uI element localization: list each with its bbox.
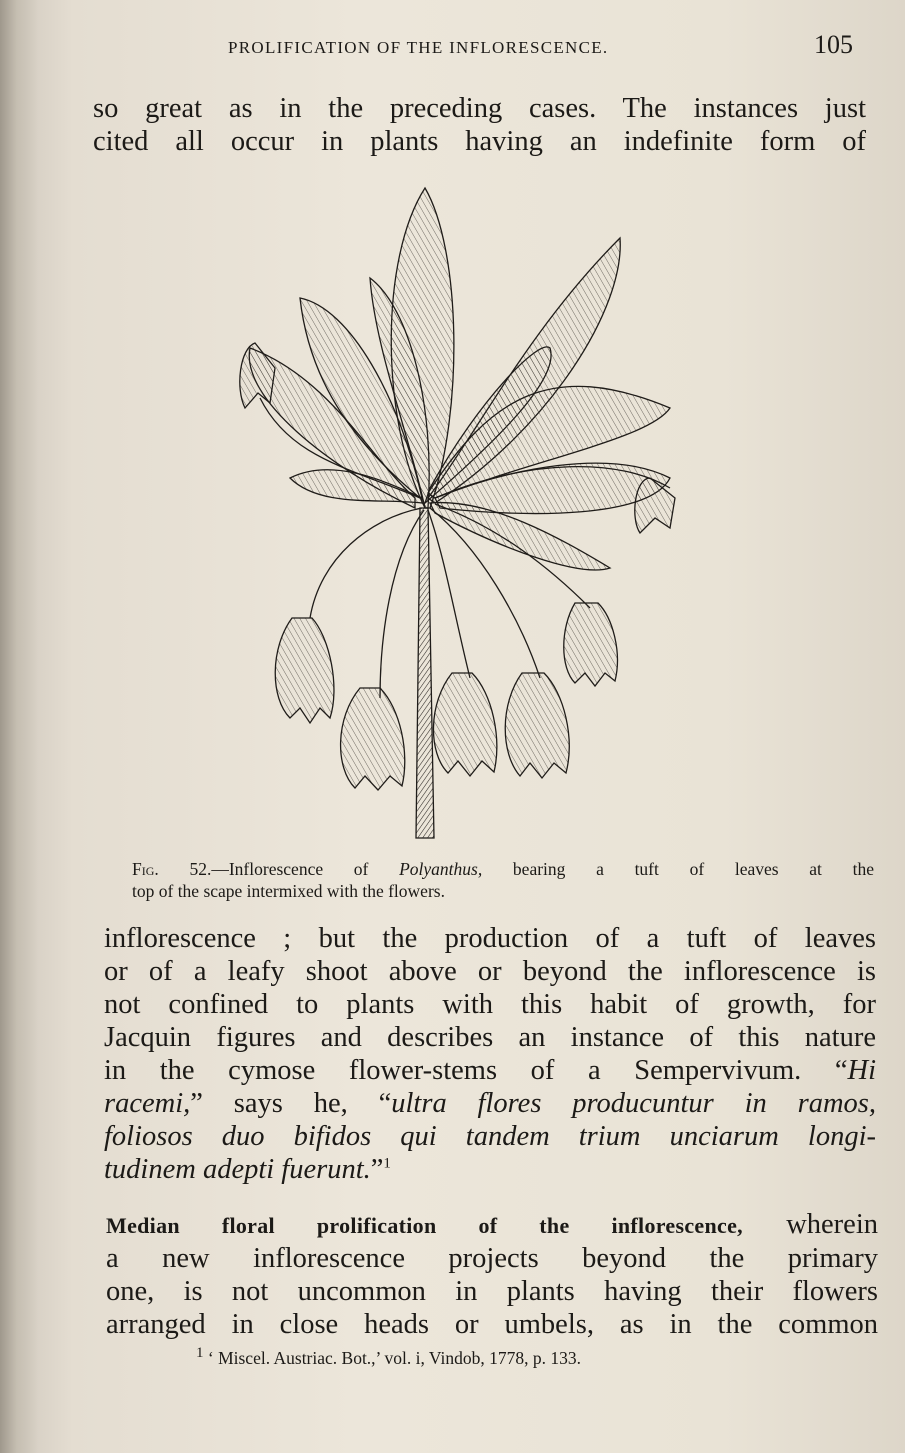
text-line — [104, 1153, 876, 1186]
paragraph-jacquin — [104, 922, 876, 1186]
text-line — [104, 1087, 876, 1120]
footnote-text: ‘ Miscel. Austriac. Bot.,’ vol. i, Vindob, 1778, p. 133. — [203, 1348, 581, 1368]
figure-label: Fig. 52. — [132, 859, 212, 879]
caption-text: bearing a tuft of leaves at the — [482, 859, 874, 879]
paragraph-intro — [93, 92, 866, 158]
latin-quote: tudinem adepti fuerunt. — [104, 1154, 371, 1185]
page-gutter-shadow — [0, 0, 38, 1453]
figure-caption — [132, 858, 874, 902]
text-line — [104, 1120, 876, 1153]
text-fragment: wherein — [742, 1209, 878, 1240]
latin-quote: foliosos duo bifidos qui tandem trium unciarum longi- — [104, 1121, 876, 1152]
text-line: or of a leafy shoot above or beyond the inflorescence is — [104, 956, 876, 987]
caption-species: Polyanthus, — [399, 859, 483, 879]
footnote-reference: 1 — [383, 1155, 391, 1172]
text-line — [106, 1208, 878, 1242]
text-line: one, is not uncommon in plants having their flowers — [106, 1276, 878, 1307]
text-line: so great as in the preceding cases. The instances just — [93, 93, 866, 124]
caption-line: top of the scape intermixed with the flowers. — [132, 881, 445, 901]
section-run-in-heading: Median floral prolification of the inflorescence, — [106, 1213, 743, 1238]
caption-text: —Inflorescence of — [211, 859, 400, 879]
latin-quote: racemi, — [104, 1088, 191, 1119]
running-head: PROLIFICATION OF THE INFLORESCENCE. — [228, 38, 609, 57]
latin-quote: ultra flores producuntur in ramos, — [391, 1088, 876, 1119]
text-line: Jacquin figures and describes an instance of this nature — [104, 1022, 876, 1053]
polyanthus-illustration — [230, 178, 690, 846]
page-number: 105 — [814, 30, 853, 59]
footnote — [196, 1345, 581, 1369]
leaf-group — [249, 188, 670, 570]
text-line: cited all occur in plants having an indefinite form of — [93, 126, 866, 157]
text-fragment: in the cymose flower-stems of a Sempervivum. “ — [104, 1055, 848, 1086]
latin-quote: Hi — [847, 1055, 876, 1086]
footnote-marker: 1 — [196, 1345, 204, 1362]
text-fragment: ” — [370, 1154, 384, 1185]
text-line: arranged in close heads or umbels, as in the common — [106, 1309, 878, 1340]
text-line: a new inflorescence projects beyond the primary — [106, 1243, 878, 1274]
paragraph-median-prolification — [106, 1208, 878, 1341]
text-line: inflorescence ; but the production of a tuft of leaves — [104, 923, 876, 954]
caption-line — [132, 858, 874, 880]
text-line — [104, 1054, 876, 1087]
text-line: not confined to plants with this habit of growth, for — [104, 989, 876, 1020]
text-fragment: ” says he, “ — [190, 1088, 392, 1119]
